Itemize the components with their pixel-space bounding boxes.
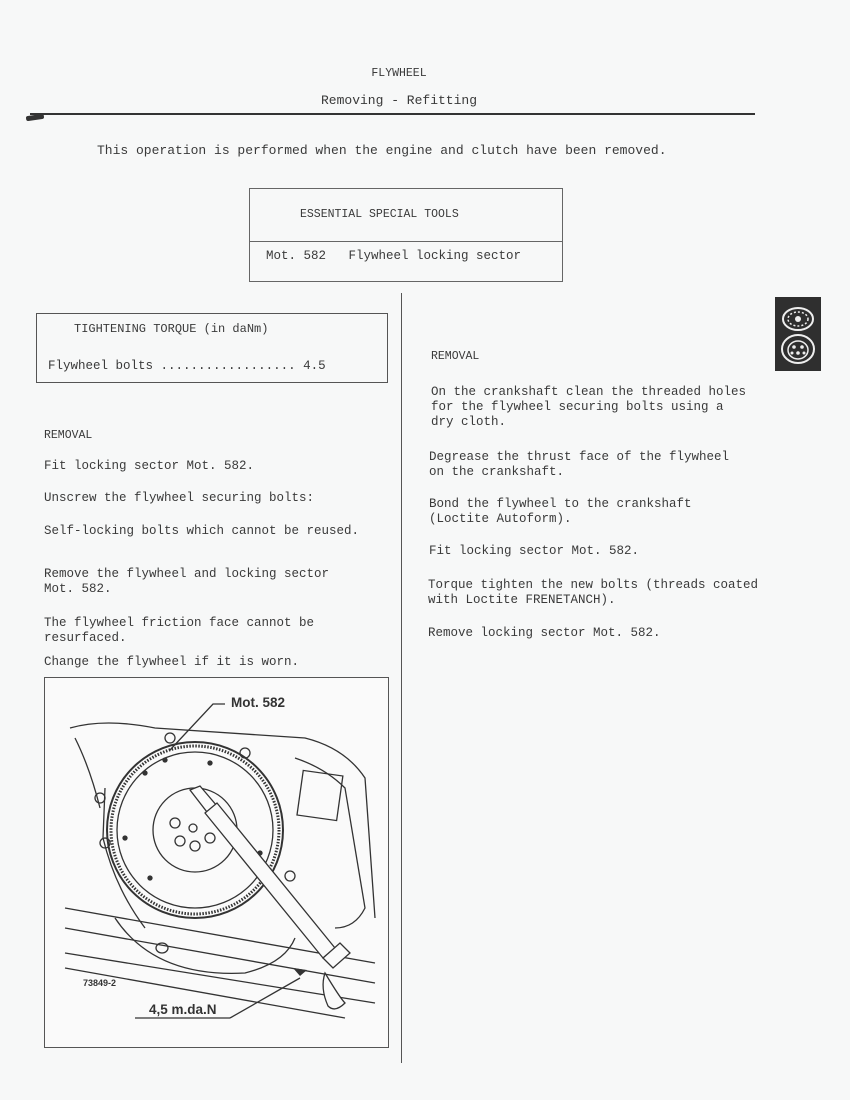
- torque-heading: TIGHTENING TORQUE (in daNm): [74, 322, 269, 336]
- flywheel-drawing: [45, 678, 388, 1047]
- left-step: Self-locking bolts which cannot be reused.: [44, 524, 360, 538]
- page-subtitle: Removing - Refitting: [320, 93, 478, 108]
- special-tools-box: [249, 188, 563, 282]
- left-step: Change the flywheel if it is worn.: [44, 655, 300, 669]
- torque-value: 4.5: [303, 359, 326, 373]
- torque-label: Flywheel bolts: [48, 359, 154, 373]
- tool-callout: Mot. 582: [231, 695, 286, 710]
- tool-code: Mot. 582: [266, 249, 327, 263]
- left-step: Fit locking sector Mot. 582.: [44, 459, 255, 473]
- right-section-heading: REMOVAL: [431, 350, 480, 363]
- right-step: Degrease the thrust face of the flywheel on the crankshaft.: [429, 450, 730, 479]
- page-title: FLYWHEEL: [371, 67, 427, 80]
- tool-description: Flywheel locking sector: [348, 249, 522, 263]
- figure-number: 73849-2: [83, 978, 117, 988]
- column-divider: [401, 293, 402, 1063]
- special-tools-heading: ESSENTIAL SPECIAL TOOLS: [300, 208, 459, 221]
- torque-row: [48, 359, 326, 373]
- section-badge: [775, 297, 821, 371]
- scan-mark: [26, 114, 45, 121]
- special-tool-row: [266, 249, 521, 263]
- torque-callout: 4,5 m.da.N: [149, 1002, 217, 1017]
- right-step: Torque tighten the new bolts (threads coated with Loctite FRENETANCH).: [428, 578, 759, 607]
- left-section-heading: REMOVAL: [44, 429, 93, 442]
- right-step: Remove locking sector Mot. 582.: [428, 626, 661, 640]
- flywheel-clutch-icon: [775, 297, 821, 371]
- torque-leader: ..................: [160, 359, 296, 373]
- right-step: Fit locking sector Mot. 582.: [429, 544, 640, 558]
- header-rule: [30, 113, 755, 115]
- intro-text: This operation is performed when the engine and clutch have been removed.: [97, 143, 667, 158]
- left-step: The flywheel friction face cannot be resurfaced.: [44, 616, 315, 645]
- right-step: On the crankshaft clean the threaded holes for the flywheel securing bolts using a dry cloth.: [431, 385, 747, 429]
- right-step: Bond the flywheel to the crankshaft (Loctite Autoform).: [429, 497, 692, 526]
- flywheel-illustration: [44, 677, 389, 1048]
- left-step: Remove the flywheel and locking sector Mot. 582.: [44, 567, 330, 596]
- torque-box: [36, 313, 388, 383]
- left-step: Unscrew the flywheel securing bolts:: [44, 491, 315, 505]
- special-tools-header: [250, 189, 562, 242]
